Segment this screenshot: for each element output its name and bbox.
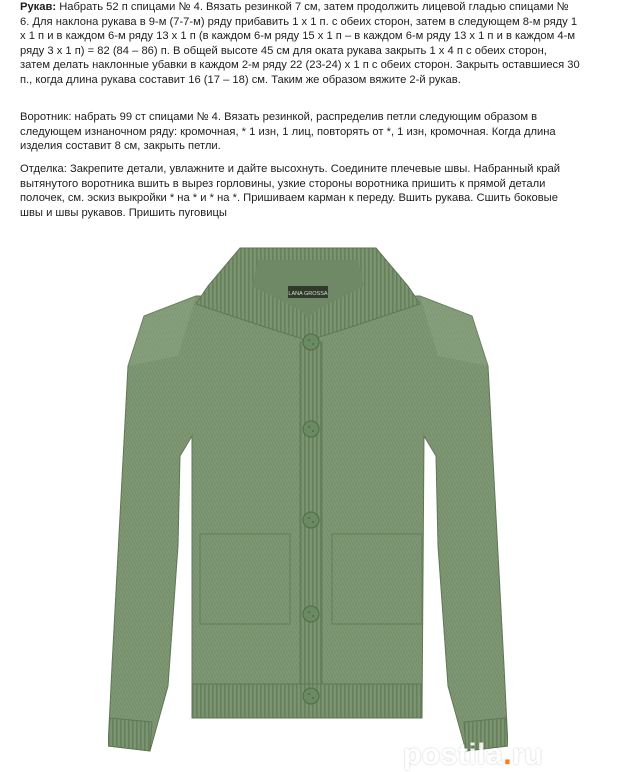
- watermark-name: postila: [403, 738, 504, 771]
- watermark-tld: ru: [512, 738, 544, 771]
- brand-label-text: LANA GROSSA: [288, 291, 328, 297]
- sleeve-instructions: [20, 0, 580, 88]
- collar-text: Воротник: набрать 99 ст спицами № 4. Вязать резинкой, распределив петли следующим образом в следующем изнаночном ряду: кромочная, * 1 изн, 1 лиц, повторять от *, 1 изн, кромочная. Когда длина изделия составит 8 см, закрыть петли.: [20, 111, 556, 153]
- watermark-dot: .: [503, 738, 513, 771]
- button: [303, 606, 319, 622]
- sleeve-text: Набрать 52 п спицами № 4. Вязать резинкой 7 см, затем продолжить лицевой гладью спицами № 6. Для наклона рукава в 9-м (7-7-м) ряду прибавить 1 х 1 п. с обеих сторон, затем в следующем 8-м ряду 1 х 1 п и в каждом 6-м ряду 13 х 1 п (в каждом 6-м ряду 15 х 1 п – в каждом 6-м ряду 13 х 1 п и в каждом 4-м ряду 3 х 1 п) = 82 (84 – 86) п. В общей высоте 45 см для оката рукава закрыть 1 х 4 п с обеих сторон, затем делать наклонные убавки в каждом 2-м ряду 22 (23-24) х 1 п с обеих сторон. Закрыть оставшиеся 30 п., когда длина рукава составит 16 (17 – 18) см. Таким же образом вяжите 2-й рукав.: [20, 1, 580, 86]
- collar-instructions: [20, 110, 580, 154]
- left-cuff: [108, 718, 152, 751]
- button: [303, 688, 319, 704]
- sleeve-label: Рукав:: [20, 1, 57, 13]
- postila-watermark: [403, 738, 543, 772]
- button: [303, 512, 319, 528]
- button: [303, 421, 319, 437]
- postila-logo-icon: [372, 742, 400, 764]
- button-placket: [300, 342, 322, 716]
- finishing-text: Отделка: Закрепите детали, увлажните и дайте высохнуть. Соедините плечевые швы. Набранный край вытянутого воротника вшить в вырез горловины, узкие стороны воротника пришить к прямой детали полочек, см. эскиз выкройки * на * и * на *. Пришиваем карман к переду. Вшить рукава. Сшить боковые швы и швы рукавов. Пришить пуговицы: [20, 163, 561, 219]
- cardigan-photo: [108, 246, 508, 768]
- button: [303, 334, 319, 350]
- finishing-instructions: [20, 162, 580, 220]
